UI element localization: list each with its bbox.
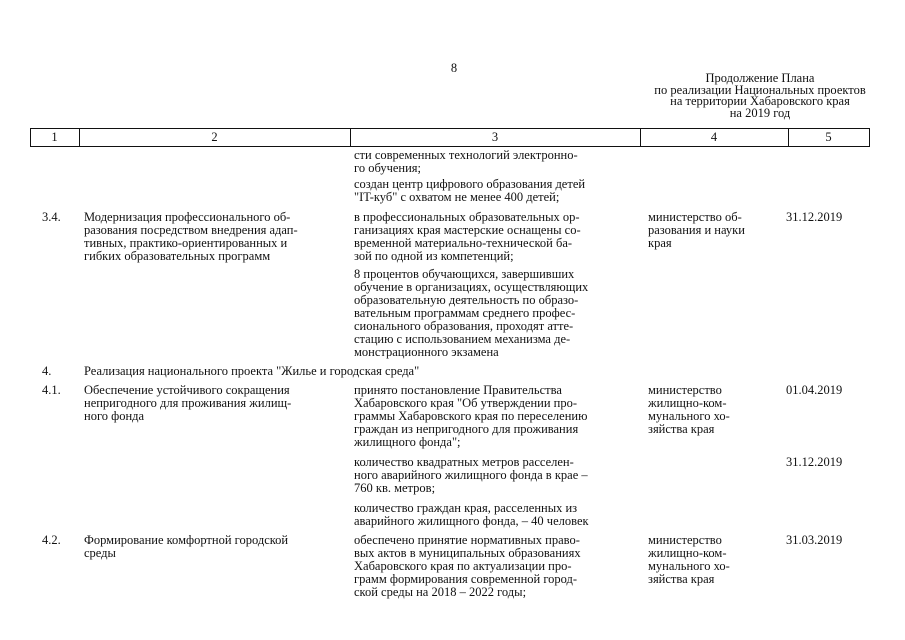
table-cell-line: 3.4. (42, 210, 61, 224)
table-cell-line: Хабаровского края по актуализации про- (354, 559, 572, 573)
continuation-line: по реализации Национальных проектов (654, 82, 866, 97)
header-cell: 2 (211, 130, 218, 144)
table-cell-line: грамм формирования современной город- (354, 572, 578, 586)
table-cell-line: аварийного жилищного фонда, – 40 человек (354, 514, 589, 528)
table-cell-line: создан центр цифрового образования детей (354, 177, 586, 191)
table-header (30, 128, 870, 147)
continuation-line: на 2019 год (729, 105, 791, 120)
table-cell-line: обеспечено принятие нормативных право- (354, 533, 580, 547)
table-cell-line: жилищно-ком- (648, 546, 727, 560)
table-cell-line: зяйства края (648, 422, 715, 436)
continuation-line: Продолжение Плана (705, 71, 815, 85)
table-cell-line: стацию с использованием механизма де- (354, 332, 571, 346)
table-cell-line: ской среды на 2018 – 2022 годы; (354, 585, 527, 599)
table-cell-line: непригодного для проживания жилищ- (84, 396, 292, 410)
table-cell-line: 31.12.2019 (786, 210, 843, 224)
column-divider (869, 129, 870, 146)
table-cell-line: 31.03.2019 (786, 533, 843, 547)
table-cell-line: обучение в организациях, осуществляющих (354, 280, 589, 294)
table-cell-line: зяйства края (648, 572, 715, 586)
table-cell-line: вательным программам среднего профес- (354, 306, 576, 320)
page-number: 8 (450, 61, 458, 75)
table-cell-line: жилищного фонда"; (354, 435, 461, 449)
table-cell-line: граждан из непригодного для проживания (354, 422, 579, 436)
table-cell-line: сти современных технологий электронно- (354, 148, 578, 162)
header-cell: 3 (491, 130, 499, 144)
header-cell: 4 (710, 130, 718, 144)
table-cell-line: 760 кв. метров; (354, 481, 436, 495)
table-cell-line: ганизациях края мастерские оснащены со- (354, 223, 581, 237)
table-cell-line: среды (84, 546, 116, 560)
table-cell-line: количество граждан края, расселенных из (354, 501, 578, 515)
table-cell-line: зой по одной из компетенций; (354, 249, 514, 263)
table-cell-line: сионального образования, проходят атте- (354, 319, 574, 333)
table-cell-line: министерство (648, 383, 722, 397)
continuation-heading (640, 73, 880, 119)
table-cell-line: министерство (648, 533, 722, 547)
table-cell-line: 8 процентов обучающихся, завершивших (354, 267, 575, 281)
table-cell-line: гибких образовательных программ (84, 249, 271, 263)
table-cell-line: разования посредством внедрения адап- (84, 223, 298, 237)
table-cell-line: Модернизация профессионального об- (84, 210, 291, 224)
table-cell-line: ного фонда (84, 409, 145, 423)
table-cell-line: 31.12.2019 (786, 455, 843, 469)
table-cell-line: разования и науки (648, 223, 745, 237)
table-cell-line: временной материально-технической ба- (354, 236, 573, 250)
table-cell-line: мунального хо- (648, 559, 730, 573)
table-cell-line: граммы Хабаровского края по переселению (354, 409, 588, 423)
table-cell-line: образовательную деятельность по образо- (354, 293, 579, 307)
header-cell: 5 (825, 130, 832, 144)
table-cell-line: министерство об- (648, 210, 742, 224)
table-cell-line: 4.2. (42, 533, 61, 547)
table-cell-line: 4.1. (42, 383, 61, 397)
table-cell-line: "IT-куб" с охватом не менее 400 детей; (354, 190, 560, 204)
header-cell: 1 (51, 130, 58, 144)
table-cell-line: принято постановление Правительства (354, 383, 562, 397)
table-cell-line: Формирование комфортной городской (84, 533, 289, 547)
table-cell-line: Обеспечение устойчивого сокращения (84, 383, 290, 397)
table-cell-line: тивных, практико-ориентированных и (84, 236, 288, 250)
table-cell-line: в профессиональных образовательных ор- (354, 210, 580, 224)
table-cell-line: Реализация национального проекта "Жилье и городская среда" (84, 364, 420, 378)
table-cell-line: вых актов в муниципальных образованиях (354, 546, 581, 560)
table-cell-line: края (648, 236, 672, 250)
table-cell-line: мунального хо- (648, 409, 730, 423)
table-cell-line: 4. (42, 364, 52, 378)
table-cell-line: монстрационного экзамена (354, 345, 499, 359)
continuation-line: на территории Хабаровского края (670, 94, 850, 108)
table-cell-line: го обучения; (354, 161, 422, 175)
table-cell-line: жилищно-ком- (648, 396, 727, 410)
table-cell-line: количество квадратных метров расселен- (354, 455, 574, 469)
table-cell-line: 01.04.2019 (786, 383, 843, 397)
table-cell-line: ного аварийного жилищного фонда в крае – (354, 468, 588, 482)
table-cell-line: Хабаровского края "Об утверждении про- (354, 396, 578, 410)
